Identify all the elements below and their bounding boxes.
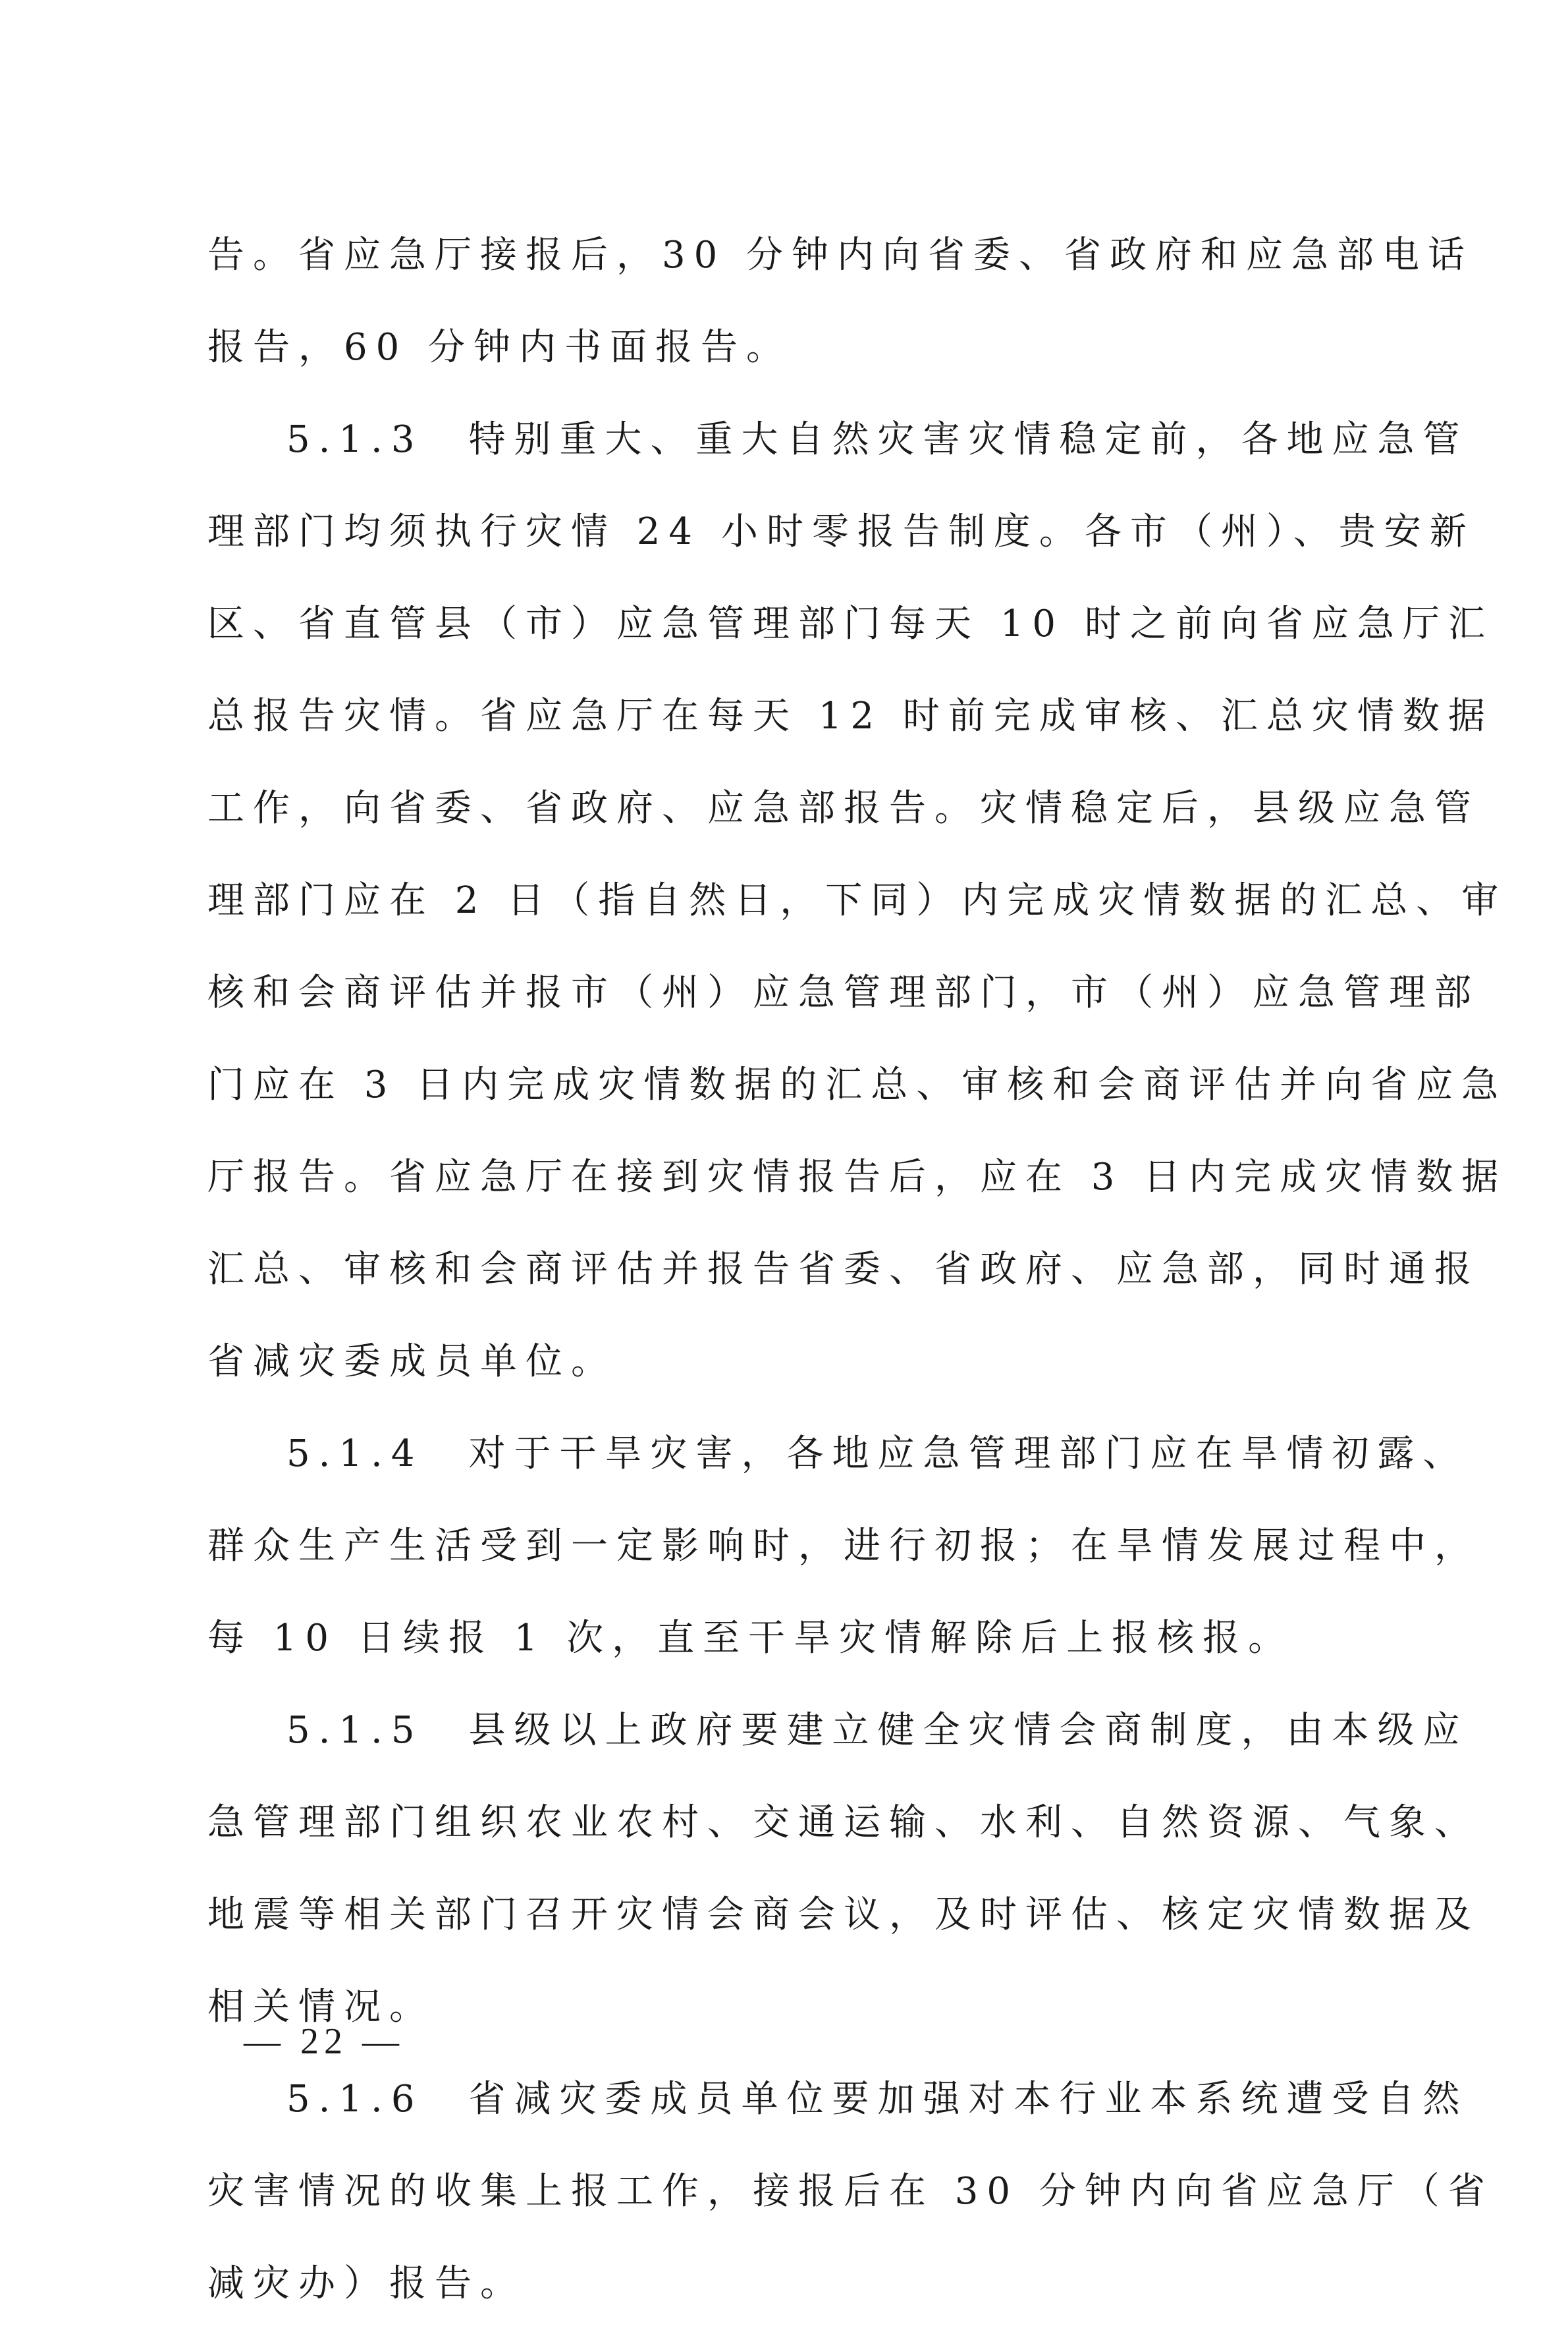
paragraph-p-5-1-4 — [207, 1408, 1480, 1685]
document-body — [207, 209, 1507, 2330]
paragraph-line: 工作，向省委、省政府、应急部报告。灾情稳定后，县级应急管 — [207, 787, 1480, 830]
paragraph-line: 灾害情况的收集上报工作，接报后在 30 分钟内向省应急厅（省 — [207, 2170, 1494, 2213]
paragraph-p-continued — [207, 209, 1474, 394]
paragraph-line: 告。省应急厅接报后，30 分钟内向省委、省政府和应急部电话 — [207, 234, 1474, 277]
paragraph-line: 5.1.3 特别重大、重大自然灾害灾情稳定前，各地应急管 — [286, 418, 1469, 461]
paragraph-line: 区、省直管县（市）应急管理部门每天 10 时之前向省应急厅汇 — [207, 603, 1494, 645]
paragraph-line: 5.1.4 对于干旱灾害，各地应急管理部门应在旱情初露、 — [286, 1432, 1469, 1475]
paragraph-line: 理部门应在 2 日（指自然日，下同）内完成灾情数据的汇总、审 — [207, 879, 1507, 922]
page-number: — 22 — — [244, 2021, 404, 2062]
paragraph-line: 减灾办）报告。 — [207, 2262, 526, 2305]
paragraph-line: 报告，60 分钟内书面报告。 — [207, 326, 792, 369]
paragraph-line: 门应在 3 日内完成灾情数据的汇总、审核和会商评估并向省应急 — [207, 1064, 1507, 1106]
paragraph-line: 汇总、审核和会商评估并报告省委、省政府、应急部，同时通报 — [207, 1248, 1480, 1291]
paragraph-line: 核和会商评估并报市（州）应急管理部门，市（州）应急管理部 — [207, 971, 1480, 1014]
paragraph-line: 每 10 日续报 1 次，直至干旱灾情解除后上报核报。 — [207, 1617, 1294, 1660]
paragraph-p-5-1-6 — [207, 2053, 1494, 2330]
paragraph-line: 厅报告。省应急厅在接到灾情报告后，应在 3 日内完成灾情数据 — [207, 1156, 1507, 1199]
paragraph-line: 急管理部门组织农业农村、交通运输、水利、自然资源、气象、 — [207, 1801, 1480, 1844]
paragraph-line: 相关情况。 — [207, 1986, 435, 2028]
paragraph-p-5-1-5 — [207, 1685, 1480, 2053]
paragraph-line: 地震等相关部门召开灾情会商会议，及时评估、核定灾情数据及 — [207, 1893, 1480, 1936]
paragraph-line: 5.1.6 省减灾委成员单位要加强对本行业本系统遭受自然 — [286, 2078, 1469, 2121]
paragraph-line: 省减灾委成员单位。 — [207, 1340, 616, 1383]
paragraph-p-5-1-3 — [207, 394, 1507, 1408]
paragraph-line: 群众生产生活受到一定影响时，进行初报；在旱情发展过程中， — [207, 1525, 1480, 1567]
paragraph-line: 理部门均须执行灾情 24 小时零报告制度。各市（州）、贵安新 — [207, 510, 1475, 553]
paragraph-line: 5.1.5 县级以上政府要建立健全灾情会商制度，由本级应 — [286, 1709, 1469, 1752]
paragraph-line: 总报告灾情。省应急厅在每天 12 时前完成审核、汇总灾情数据 — [207, 695, 1494, 738]
